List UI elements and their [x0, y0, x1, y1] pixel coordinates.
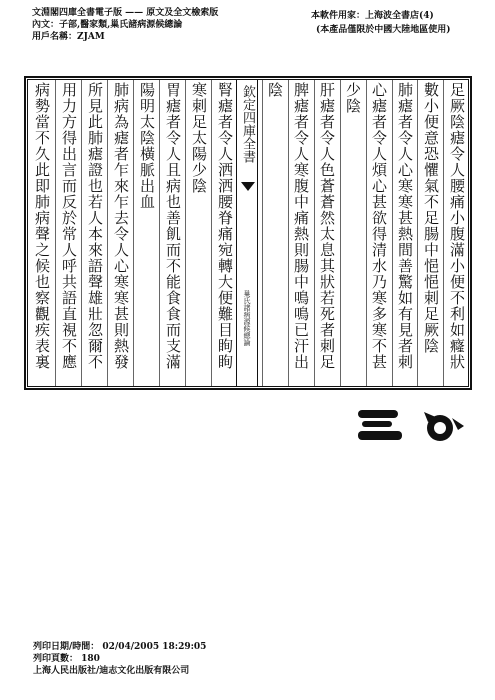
text-column-4: 心瘧者令人煩心甚欲得清水乃寒多寒不甚 [370, 82, 388, 370]
text-column-15: 用力方得出言而反於常人呼共語直視不應 [60, 82, 78, 370]
column-rule [159, 80, 160, 386]
publisher-seal-icon [418, 408, 468, 444]
text-column-7: 脾瘧者令人寒腹中痛熱則腸中鳴鳴已汗出 [292, 82, 310, 370]
text-column-6: 肝瘧者令人色蒼蒼然太息其狀若死者刺足 [318, 82, 336, 370]
text-column-14: 所見此肺瘧證也若人本來語聲雄壯忽爾不 [86, 82, 104, 370]
publisher-logo-icon [356, 408, 406, 442]
column-rule [262, 80, 263, 386]
column-rule [417, 80, 418, 386]
column-rule [211, 80, 212, 386]
fish-tail-mark-icon [241, 182, 255, 191]
text-column-1: 足厥陰瘧令人腰痛小腹滿小便不利如癃狀 [448, 82, 466, 370]
column-rule [392, 80, 393, 386]
column-rule [133, 80, 134, 386]
footer-publisher: 上海人民出版社/迪志文化出版有限公司 [33, 666, 190, 676]
text-column-13: 肺病為瘧者乍來乍去令人心寒寒甚則熱發 [112, 82, 130, 370]
header-region-line: (本產品僅限於中國大陸地區使用) [316, 25, 451, 35]
column-rule [107, 80, 108, 386]
header-content-line: 內文：子部,醫家類,巢氏諸病源候總論 [32, 20, 183, 30]
text-column-8: 陰 [266, 82, 284, 98]
column-rule [55, 80, 56, 386]
header-user-line: 用戶名稱：ZJAM [32, 32, 105, 42]
text-column-3: 肺瘧者令人心寒寒甚熱間善驚如有見者刺 [396, 82, 414, 370]
text-column-2: 數小便意恐懼氣不足腸中悒悒刺足厥陰 [422, 82, 440, 354]
center-book-title: 欽定四庫全書 [240, 85, 255, 163]
footer-print-pages: 列印頁數： 180 [33, 654, 100, 664]
column-rule [288, 80, 289, 386]
text-column-5: 少陰 [344, 82, 362, 114]
header-edition-line: 文淵閣四庫全書電子版 —— 原文及全文檢索版 [32, 8, 219, 18]
column-rule [81, 80, 82, 386]
text-column-9: 腎瘧者令人洒洒腰脊痛宛轉大便難目眴眴 [216, 82, 234, 370]
center-work-title: 巢氏諸病源候總論 [243, 290, 251, 346]
column-rule [443, 80, 444, 386]
text-column-10: 寒刺足太陽少陰 [190, 82, 208, 194]
column-rule [314, 80, 315, 386]
column-rule [185, 80, 186, 386]
column-rule [366, 80, 367, 386]
text-column-12: 陽明太陰橫脈出血 [138, 82, 156, 210]
footer-print-datetime: 列印日期/時間： 02/04/2005 18:29:05 [33, 642, 207, 652]
text-column-11: 胃瘧者令人且病也善飢而不能食食而支滿 [164, 82, 182, 370]
column-rule [340, 80, 341, 386]
header-licensee-line: 本軟件用家：上海波全書店(4) [311, 11, 434, 21]
text-column-16: 病勢當不久此即肺病聲之候也察觀疾表裏 [33, 82, 51, 370]
